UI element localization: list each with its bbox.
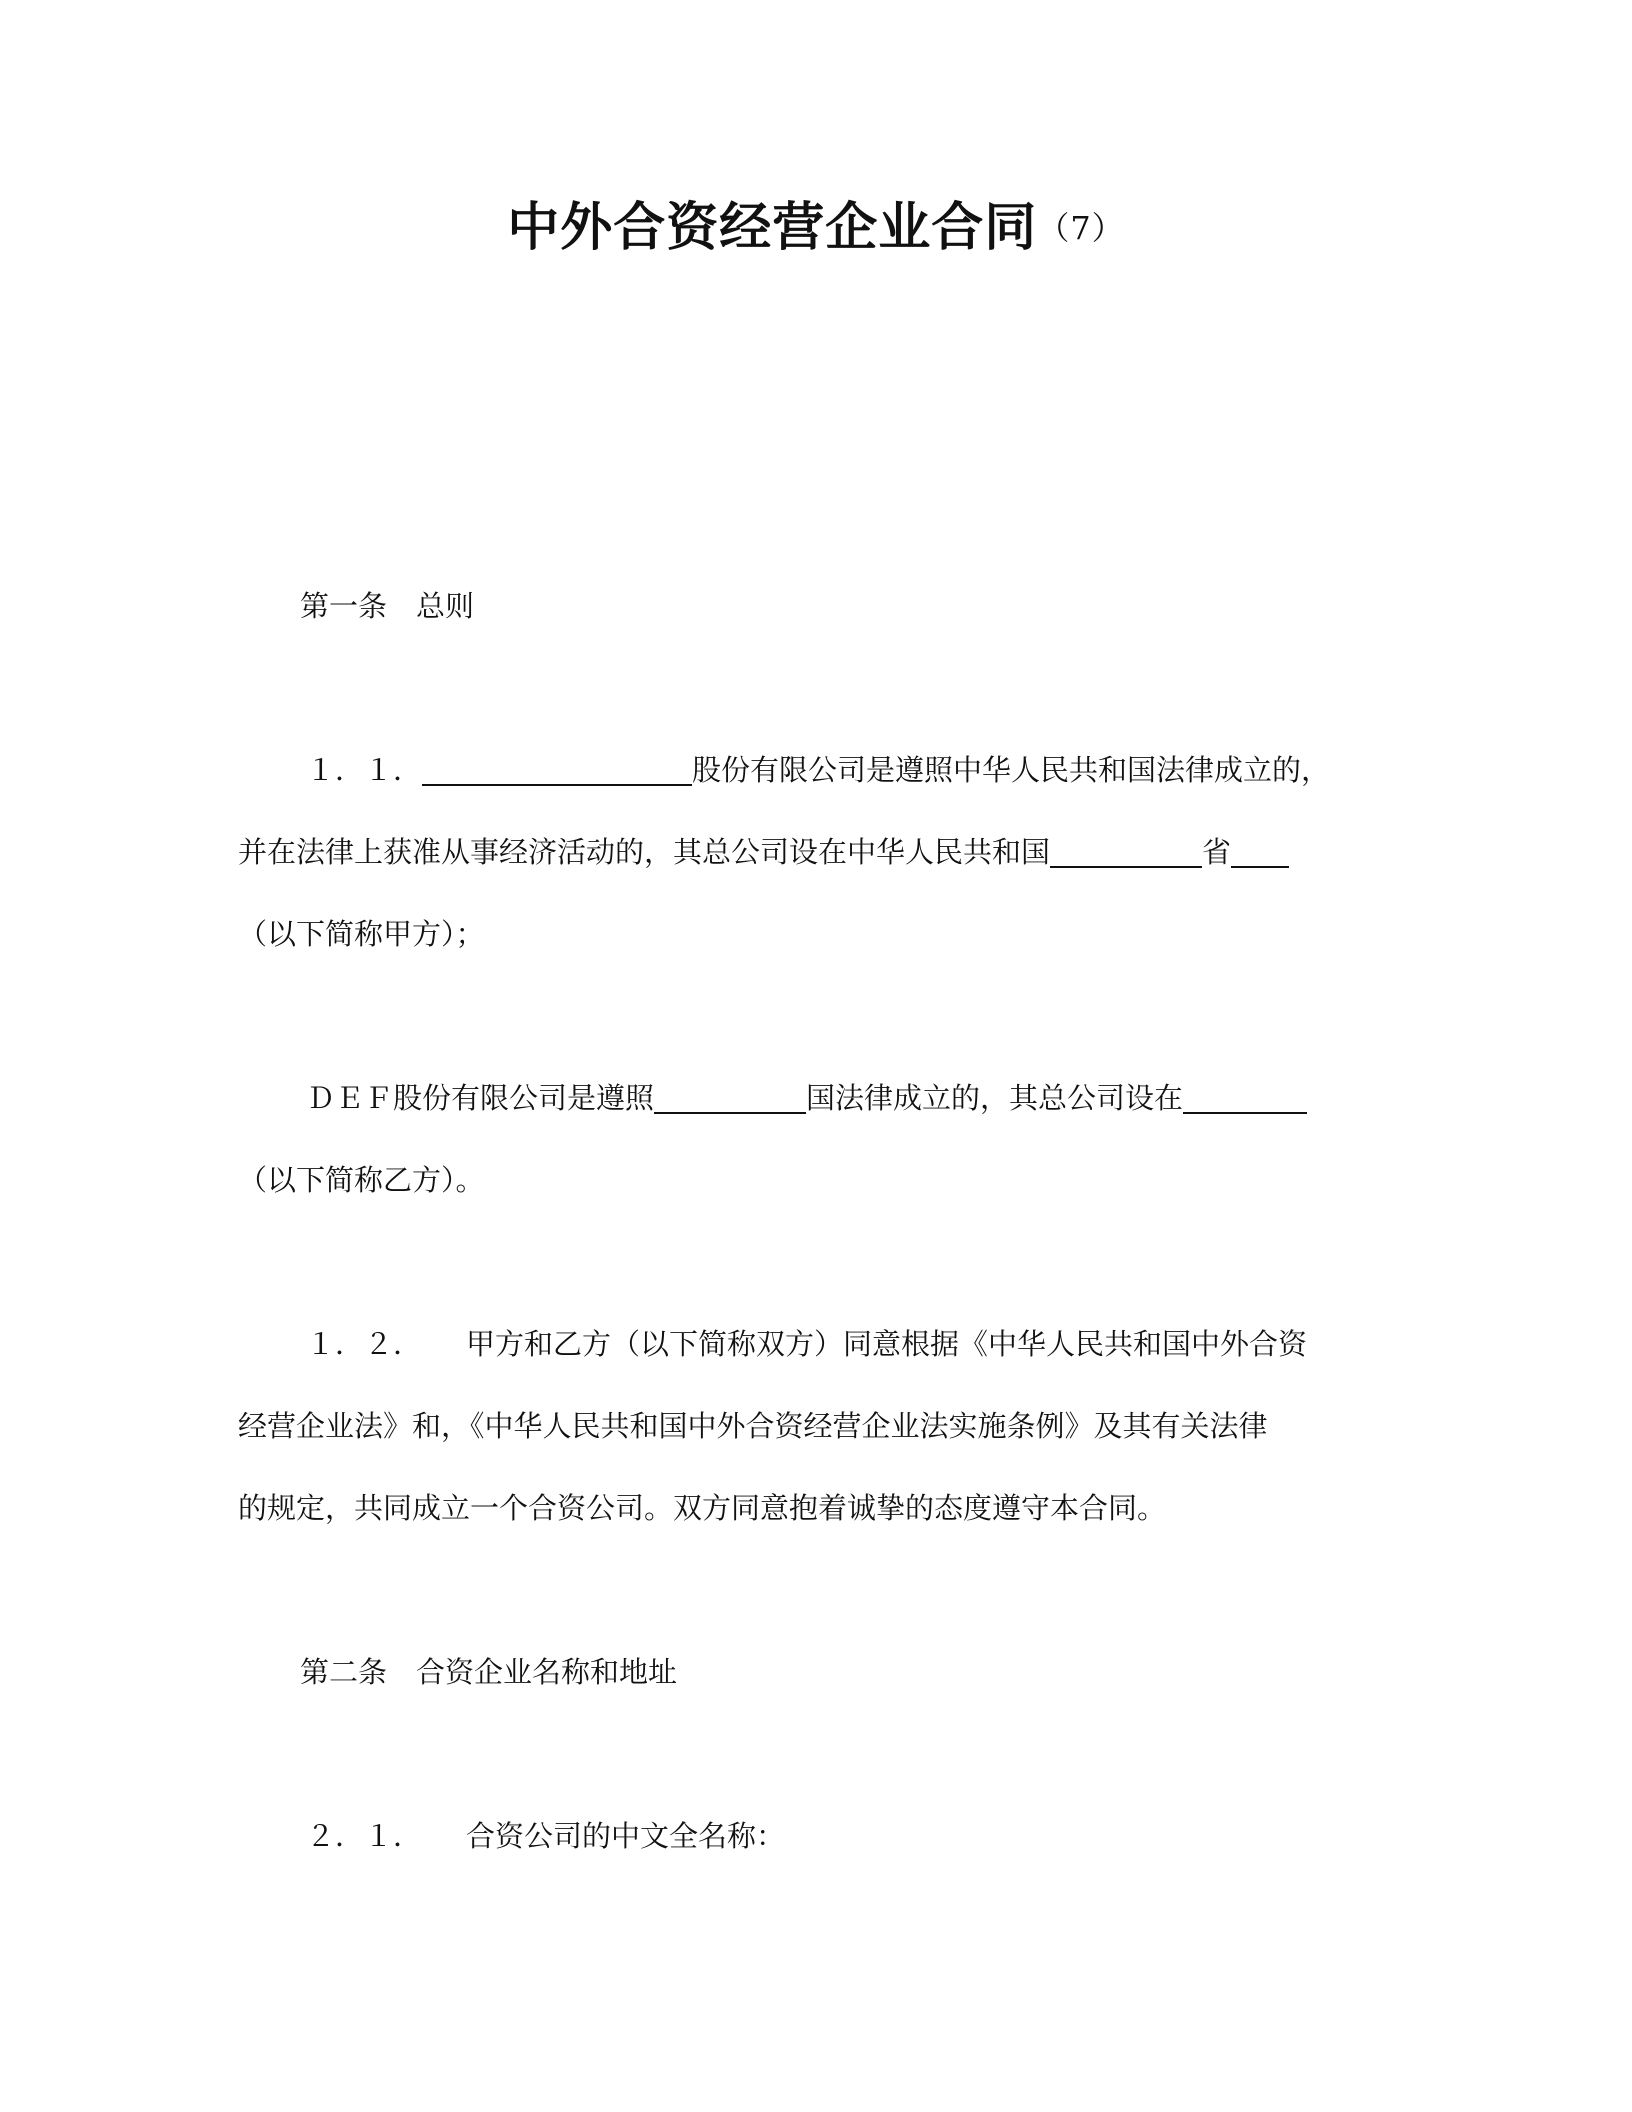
article-2-heading: 第二条 合资企业名称和地址	[300, 1655, 678, 1689]
paragraph-def-line-2: （以下简称乙方）。	[238, 1163, 485, 1197]
blank-province	[1050, 834, 1202, 868]
paragraph-text: 合资公司的中文全名称：	[466, 1819, 786, 1853]
title-suffix: （7）	[1037, 209, 1125, 247]
paragraph-1-1-line-1	[306, 750, 1330, 790]
paragraph-2-1-line-1	[306, 1816, 785, 1856]
paragraph-1-2-line-1	[306, 1324, 1307, 1364]
paragraph-1-2-line-3: 的规定，共同成立一个合资公司。双方同意抱着诚挚的态度遵守本合同。	[238, 1491, 1167, 1525]
blank-country	[654, 1080, 806, 1114]
blank-headquarters	[1183, 1080, 1307, 1114]
paragraph-1-2-line-2: 经营企业法》和，《中华人民共和国中外合资经营企业法实施条例》及其有关法律	[238, 1409, 1268, 1443]
paragraph-1-1-line-3: （以下简称甲方）；	[238, 917, 485, 951]
document-title	[0, 196, 1632, 260]
paragraph-def-line-1	[306, 1078, 1307, 1118]
paragraph-text: 股份有限公司是遵照中华人民共和国法律成立的，	[692, 753, 1331, 787]
province-label: 省	[1202, 835, 1232, 869]
paragraph-text: 甲方和乙方（以下简称双方）同意根据《中华人民共和国中外合资	[466, 1327, 1308, 1361]
blank-company-name	[422, 752, 692, 786]
clause-number: １．１．	[306, 753, 423, 787]
paragraph-text: 并在法律上获准从事经济活动的，其总公司设在中华人民共和国	[238, 835, 1051, 869]
paragraph-1-1-line-2	[238, 832, 1289, 872]
paragraph-text: ＤＥＦ股份有限公司是遵照	[306, 1081, 655, 1115]
article-1-heading: 第一条 总则	[300, 589, 475, 623]
blank-city	[1231, 834, 1289, 868]
clause-number: ２．１．	[306, 1819, 423, 1853]
title-text: 中外合资经营企业合同	[507, 198, 1038, 258]
paragraph-text: 国法律成立的，其总公司设在	[806, 1081, 1184, 1115]
clause-number: １．２．	[306, 1327, 423, 1361]
